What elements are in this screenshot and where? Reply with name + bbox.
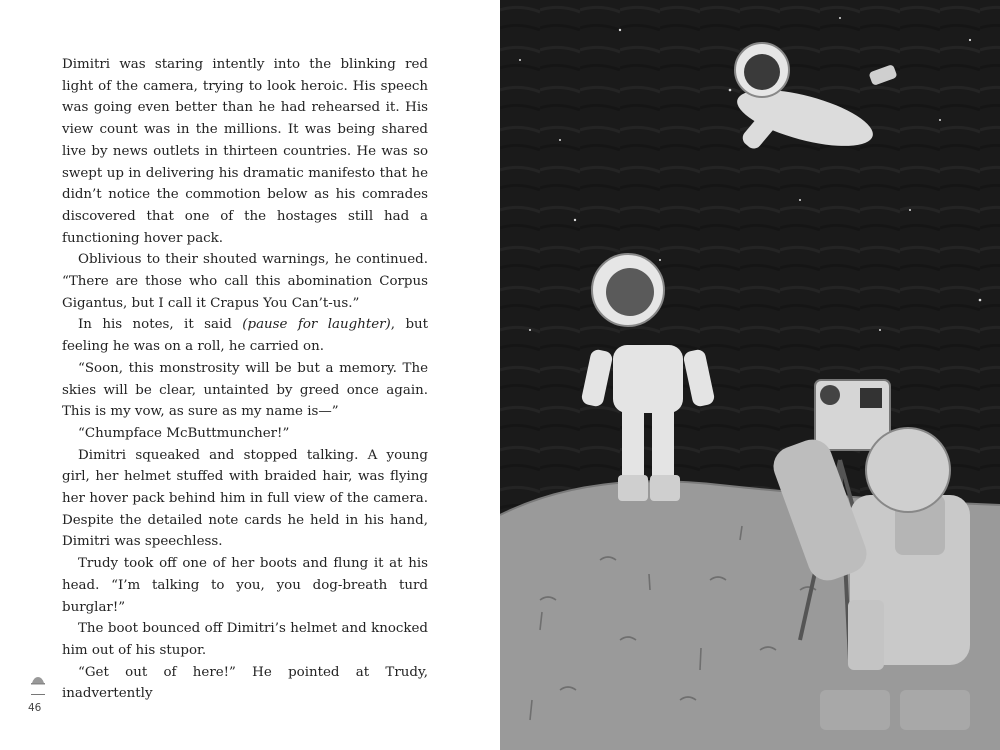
paragraph-5: “Chumpface McButtmuncher!” [78, 425, 290, 441]
paragraph-1: Dimitri was staring intently into the blinking red light of the camera, trying to look heroic. His speech was going even better than he had rehearsed it. His view count was in the millions. It was being shared live by news outlets in thirteen countries. He was so swept up in delivering his dramatic manifesto that he didn’t notice the commotion below as his comrades discovered that one of the hostages still had a functioning hover pack. [62, 57, 428, 246]
paragraph-4: “Soon, this monstrosity will be but a memory. The skies will be clear, untainted by greed once again. This is my vow, as sure as my name is—” [62, 360, 428, 420]
paragraph-3 [62, 314, 428, 357]
right-page-illustration [500, 0, 1000, 750]
paragraph-9: “Get out of here!” He pointed at Trudy, inadvertently [62, 664, 428, 702]
moon-astronaut-illustration [500, 0, 1000, 750]
story-text [62, 54, 428, 705]
paragraph-2: Oblivious to their shouted warnings, he continued. “There are those who call this abomination Corpus Gigantus, but I call it Crapus You Can’t-us.” [62, 252, 428, 311]
moon-ornament-icon [30, 672, 46, 688]
paragraph-3-italic: (pause for laughter) [242, 317, 391, 333]
paragraph-8: The boot bounced off Dimitri’s helmet and knocked him out of his stupor. [62, 621, 428, 658]
paragraph-3-before: In his notes, it said [78, 317, 243, 333]
paragraph-7: Trudy took off one of her boots and flung it at his head. “I’m talking to you, you dog-breath turd burglar!” [62, 556, 428, 615]
footer-divider [31, 694, 45, 695]
page-number: 46 [28, 702, 42, 714]
paragraph-6: Dimitri squeaked and stopped talking. A young girl, her helmet stuffed with braided hair, was flying her hover pack behind him in full view of the camera. Despite the detailed note cards he held in his hand, Dimitri was speechless. [62, 447, 428, 550]
paragraph-3-after: , but feeling he was on a roll, he carried on. [62, 317, 429, 355]
